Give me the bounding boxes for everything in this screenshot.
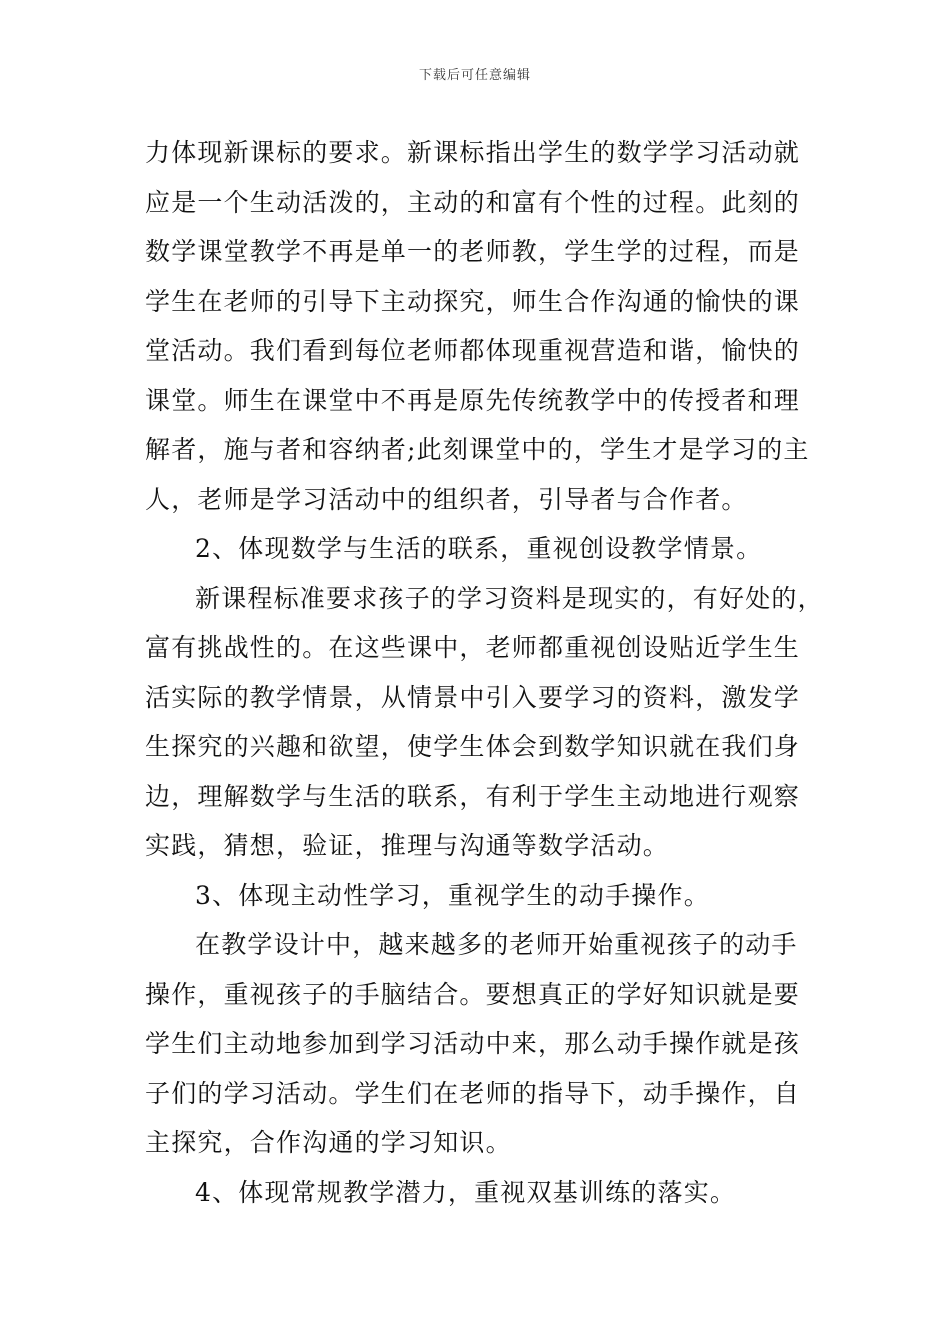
text-line: 实践，猜想，验证，推理与沟通等数学活动。	[145, 831, 670, 860]
text-line: 课堂。师生在课堂中不再是原先传统教学中的传授者和理	[145, 385, 801, 415]
page-header: 下载后可任意编辑	[418, 68, 531, 83]
text-line: 力体现新课标的要求。新课标指出学生的数学学习活动就	[145, 138, 801, 167]
text-line: 富有挑战性的。在这些课中，老师都重视创设贴近学生生	[145, 633, 801, 662]
text-line: 堂活动。我们看到每位老师都体现重视营造和谐，愉快的	[145, 336, 801, 365]
text-line: 新课程标准要求孩子的学习资料是现实的，有好处的，	[195, 583, 824, 613]
text-line: 子们的学习活动。学生们在老师的指导下，动手操作，自	[145, 1078, 801, 1108]
text-line: 学生在老师的引导下主动探究，师生合作沟通的愉快的课	[145, 286, 801, 316]
text-line: 数学课堂教学不再是单一的老师教，学生学的过程，而是	[145, 237, 801, 266]
text-line: 主探究，合作沟通的学习知识。	[145, 1128, 512, 1157]
text-line: 活实际的教学情景，从情景中引入要学习的资料，激发学	[145, 682, 801, 712]
text-line: 学生们主动地参加到学习活动中来，那么动手操作就是孩	[145, 1029, 801, 1058]
body-text	[145, 128, 824, 1217]
section-heading: 3、体现主动性学习，重视学生的动手操作。	[195, 880, 710, 910]
text-line: 边，理解数学与生活的联系，有利于学生主动地进行观察	[145, 781, 801, 811]
text-line: 操作，重视孩子的手脑结合。要想真正的学好知识就是要	[145, 979, 801, 1009]
text-line: 在教学设计中，越来越多的老师开始重视孩子的动手	[195, 930, 798, 959]
text-line: 应是一个生动活泼的，主动的和富有个性的过程。此刻的	[145, 187, 801, 217]
text-line: 生探究的兴趣和欲望，使学生体会到数学知识就在我们身	[145, 732, 801, 761]
section-heading: 2、体现数学与生活的联系，重视创设教学情景。	[195, 534, 763, 563]
text-line: 解者，施与者和容纳者;此刻课堂中的，学生才是学习的主	[145, 435, 810, 464]
text-line: 人，老师是学习活动中的组织者，引导者与合作者。	[145, 484, 748, 514]
section-heading: 4、体现常规教学潜力，重视双基训练的落实。	[195, 1177, 737, 1207]
